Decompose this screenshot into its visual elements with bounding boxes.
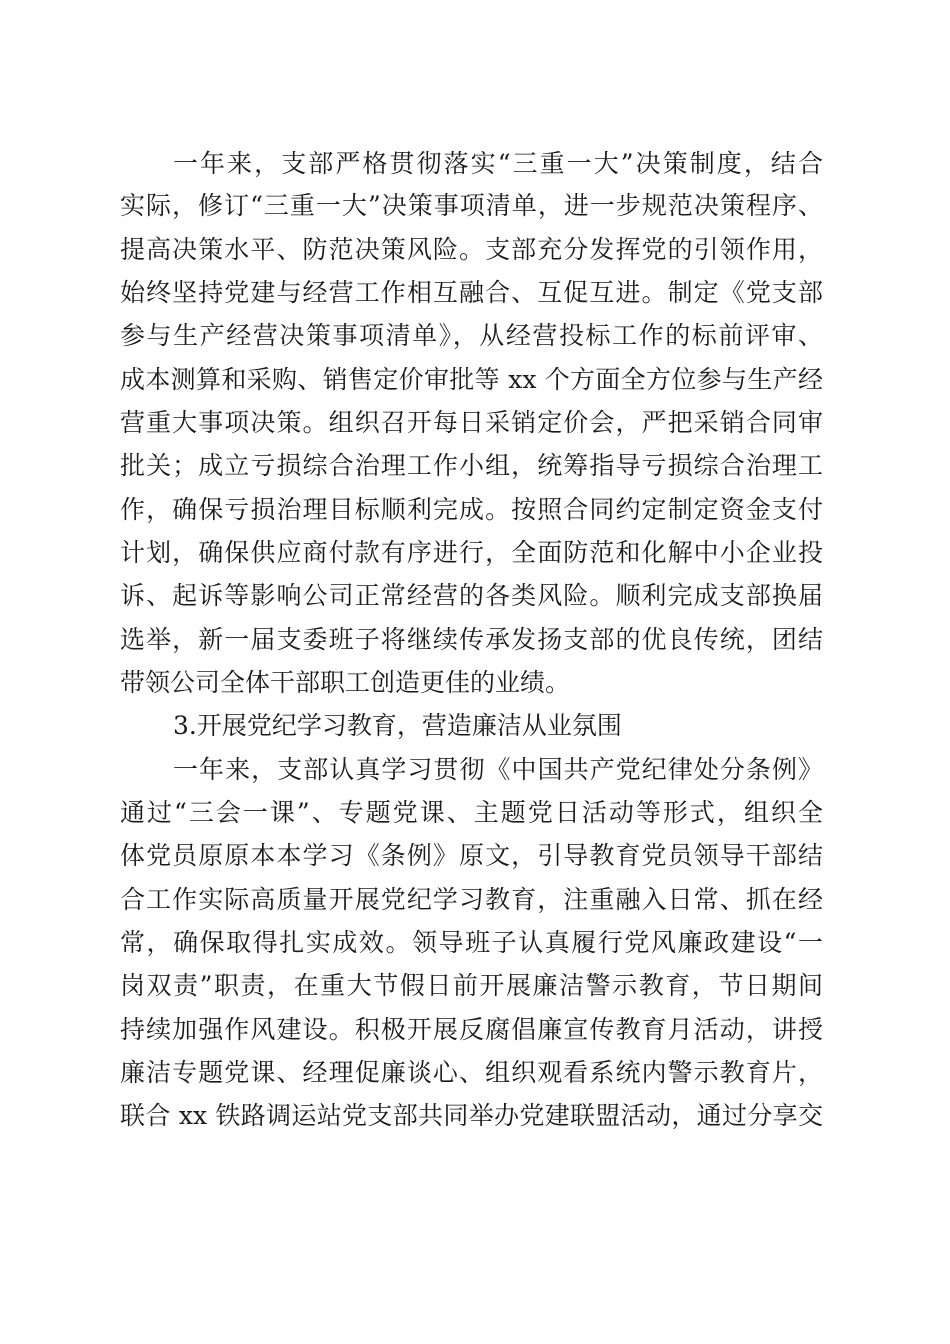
paragraph-2-line: 联合 xx 铁路调运站党支部共同举办党建联盟活动，通过分享交: [120, 1101, 823, 1130]
paragraph-1-line: 一年来，支部严格贯彻落实“三重一大”决策制度，结合: [173, 149, 823, 178]
paragraph-2-line: 体党员原原本本学习《条例》原文，引导教育党员领导干部结: [120, 841, 823, 870]
paragraph-1-line: 参与生产经营决策事项清单》，从经营投标工作的标前评审、: [120, 321, 823, 350]
section-heading: 3.开展党纪学习教育，营造廉洁从业氛围: [173, 711, 622, 740]
paragraph-1-line: 营重大事项决策。组织召开每日采销定价会，严把采销合同审: [120, 408, 823, 437]
paragraph-1-line: 计划，确保供应商付款有序进行，全面防范和化解中小企业投: [120, 538, 823, 567]
paragraph-1-line: 提高决策水平、防范决策风险。支部充分发挥党的引领作用，: [120, 235, 823, 264]
paragraph-2-line: 通过“三会一课”、专题党课、主题党日活动等形式，组织全: [120, 798, 823, 827]
paragraph-2-line: 持续加强作风建设。积极开展反腐倡廉宣传教育月活动，讲授: [120, 1015, 823, 1044]
paragraph-1-line: 选举，新一届支委班子将继续传承发扬支部的优良传统，团结: [120, 625, 823, 654]
paragraph-1-line: 带领公司全体干部职工创造更佳的业绩。: [120, 668, 571, 697]
paragraph-2-line: 常，确保取得扎实成效。领导班子认真履行党风廉政建设“一: [120, 928, 823, 957]
paragraph-2-line: 合工作实际高质量开展党纪学习教育，注重融入日常、抓在经: [120, 885, 823, 914]
paragraph-2-line: 一年来，支部认真学习贯彻《中国共产党纪律处分条例》: [173, 755, 823, 784]
paragraph-2-line: 岗双责”职责，在重大节假日前开展廉洁警示教育，节日期间: [120, 971, 823, 1000]
paragraph-1-line: 始终坚持党建与经营工作相互融合、互促互进。制定《党支部: [120, 278, 823, 307]
paragraph-2-line: 廉洁专题党课、经理促廉谈心、组织观看系统内警示教育片，: [120, 1058, 823, 1087]
paragraph-1-line: 批关；成立亏损综合治理工作小组，统筹指导亏损综合治理工: [120, 451, 823, 480]
paragraph-1-line: 成本测算和采购、销售定价审批等 xx 个方面全方位参与生产经: [120, 365, 823, 394]
paragraph-1-line: 实际，修订“三重一大”决策事项清单，进一步规范决策程序、: [120, 191, 823, 220]
paragraph-1-line: 诉、起诉等影响公司正常经营的各类风险。顺利完成支部换届: [120, 581, 823, 610]
paragraph-1-line: 作，确保亏损治理目标顺利完成。按照合同约定制定资金支付: [120, 495, 823, 524]
